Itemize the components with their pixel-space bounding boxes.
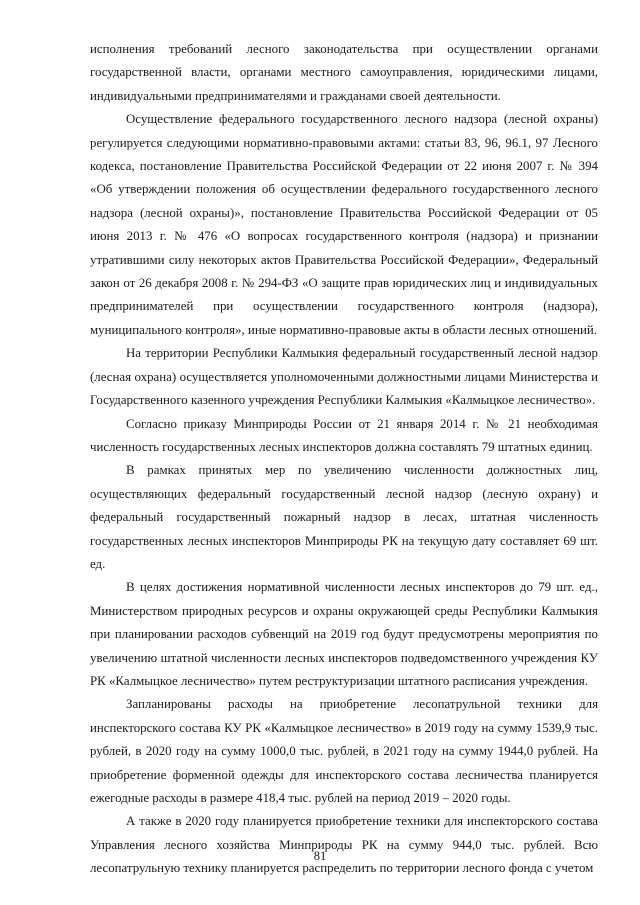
paragraph-planned-expenses: Запланированы расходы на приобретение лесопатрульной техники для инспекторского состава КУ РК «Калмыцкое лесничество» в 2019 году на сумму 1539,9 тыс. рублей, в 2020 году на сумму 1000,0 тыс. рублей, в 2021 году на сумму 1944,0 рублей. На приобретение форменной одежды для инспекторского состава лесничества планируется ежегодные расходы в размере 418,4 тыс. рублей на период 2019 – 2020 годы. xyxy=(90,697,598,805)
paragraph-continuation: исполнения требований лесного законодательства при осуществлении органами государственной власти, органами местного самоуправления, юридическими лицами, индивидуальными предпринимателями и гражданами своей деятельности. xyxy=(90,42,598,103)
paragraph-territory: На территории Республики Калмыкия федеральный государственный лесной надзор (лесная охрана) осуществляется уполномоченными должностными лицами Министерства и Государственного казенного учреждения Республики Калмыкия «Калмыцкое лесничество». xyxy=(90,346,598,408)
paragraph-legal-basis: Осуществление федерального государственного лесного надзора (лесной охраны) регулируется следующими нормативно-правовыми актами: статьи 83, 96, 96.1, 97 Лесного кодекса, постановление Правительства Российской Федерации от 22 июня 2007 г. № 394 «Об утверждении положения об осуществлении федерального государственного лесного надзора (лесной охраны)», постановление Правительства Российской Федерации от 05 июня 2013 г. № 476 «О вопросах государственного контроля (надзора) и признании утратившими силу некоторых актов Правительства Российской Федерации», Федеральный закон от 26 декабря 2008 г. № 294-ФЗ «О защите прав юридических лиц и индивидуальных предпринимателей при осуществлении государственного контроля (надзора), муниципального контроля», иные нормативно-правовые акты в области лесных отношений. xyxy=(90,112,598,337)
paragraph-target-staffing: В целях достижения нормативной численности лесных инспекторов до 79 шт. ед., Министерством природных ресурсов и охраны окружающей среды Республики Калмыкия при планировании расходов субвенций на 2019 год будут предусмотрены мероприятия по увеличению штатной численности лесных инспекторов подведомственного учреждения КУ РК «Калмыцкое лесничество» путем реструктуризации штатного расписания учреждения. xyxy=(90,580,598,688)
paragraph-order: Согласно приказу Минприроды России от 21 января 2014 г. № 21 необходимая численность государственных лесных инспекторов должна составлять 79 штатных единиц. xyxy=(90,416,598,454)
paragraph-staffing: В рамках принятых мер по увеличению численности должностных лиц, осуществляющих федеральный государственный лесной надзор (лесную охрану) и федеральный государственный пожарный надзор в лесах, штатная численность государственных лесных инспекторов Минприроды РК на текущую дату составляет 69 шт. ед. xyxy=(90,463,598,571)
paragraph-equipment: А также в 2020 году планируется приобретение техники для инспекторского состава Управления лесного хозяйства Минприроды РК на сумму 944,0 тыс. рублей. Всю лесопатрульную технику планируется распределить по территории лесного фонда с учетом xyxy=(90,814,598,876)
page-number: 81 xyxy=(313,849,327,863)
